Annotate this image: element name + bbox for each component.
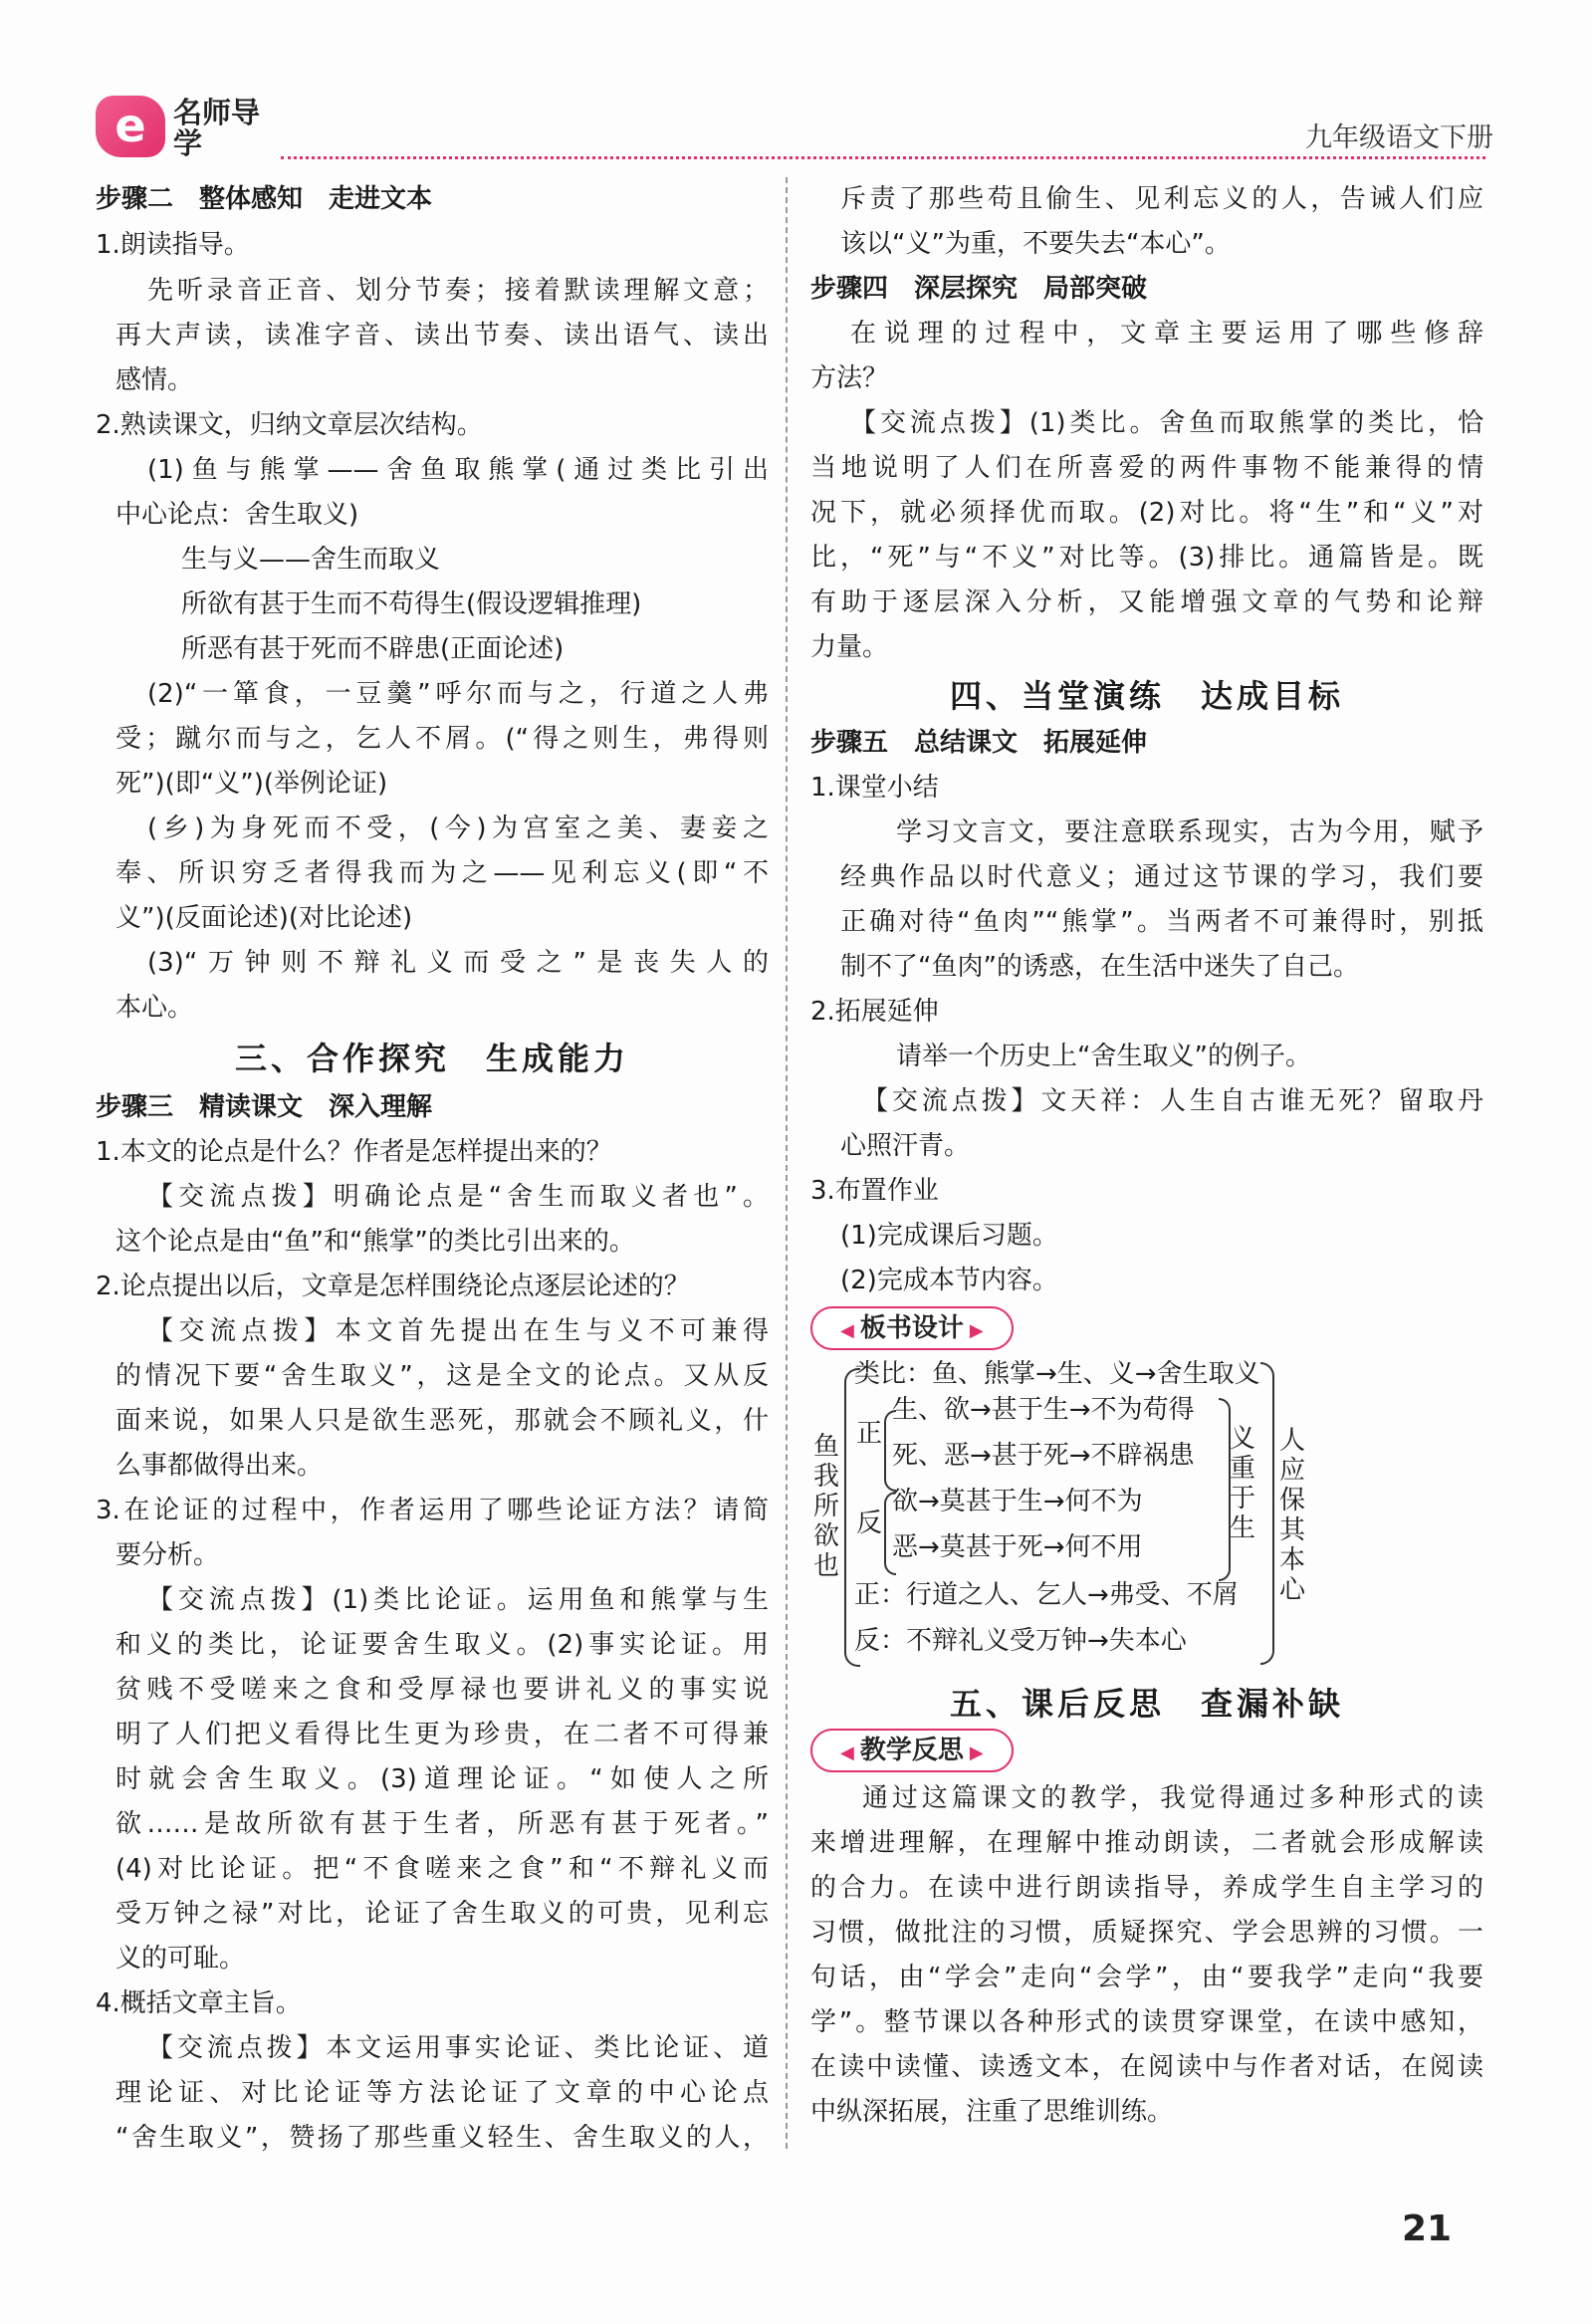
board-design-pill: ◀ 板书设计 ▶: [810, 1306, 1014, 1350]
text-line: 句话，由“学会”走向“会学”，由“要我学”走向“我要: [810, 1963, 1483, 1992]
text-line: (1)鱼与熊掌——舍鱼取熊掌(通过类比引出: [147, 455, 769, 485]
section4-title: 四、当堂演练 达成目标: [949, 677, 1344, 715]
text-line: 中心论点：舍生取义): [115, 500, 359, 530]
text-line: 贫贱不受嗟来之食和受厚禄也要讲礼义的事实说: [115, 1675, 769, 1705]
text-line: 这个论点是由“鱼”和“熊掌”的类比引出来的。: [115, 1227, 635, 1257]
text-line: 来增进理解，在理解中推动朗读，二者就会形成解读: [810, 1828, 1483, 1858]
logo-badge: e: [96, 96, 165, 157]
zheng-label: 正: [856, 1419, 883, 1449]
text-line: 先听录音正音、划分节奏；接着默读理解文意；: [147, 276, 769, 306]
text-line: 在读中读懂、读透文本，在阅读中与作者对话，在阅读: [810, 2052, 1483, 2082]
text-line: 斥责了那些苟且偷生、见利忘义的人，告诫人们应: [840, 184, 1483, 214]
text-line: 义的可耻。: [115, 1944, 246, 1974]
text-line: 理论证、对比论证等方法论证了文章的中心论点: [115, 2078, 769, 2108]
text-line: (乡)为身死而不受，(今)为宫室之美、妻妾之: [147, 813, 769, 843]
text-line: 【交流点拨】(1)类比论证。运用鱼和熊掌与生: [147, 1585, 769, 1615]
text-line: 该以“义”为重，不要失去“本心”。: [840, 229, 1231, 259]
text-line: (4)对比论证。把“不食嗟来之食”和“不辩礼义而: [115, 1854, 769, 1884]
text-line: 正确对待“鱼肉”“熊掌”。当两者不可兼得时，别抵: [840, 907, 1483, 937]
text-line: 1.本文的论点是什么？作者是怎样提出来的？: [96, 1137, 612, 1167]
text-line: 奉、所识穷乏者得我而为之——见利忘义(即“不: [115, 858, 769, 888]
text-line: 本心。: [115, 993, 194, 1023]
board-fan1: 欲→莫甚于生→何不为: [892, 1487, 1143, 1516]
text-line: 2.拓展延伸: [810, 997, 939, 1027]
text-line: (1)完成课后习题。: [840, 1221, 1058, 1251]
text-line: 通过这篇课文的教学，我觉得通过多种形式的读: [862, 1783, 1483, 1813]
board-fan3: 反：不辩礼义受万钟→失本心: [854, 1626, 1187, 1656]
board-design-diagram: [810, 1354, 1328, 1673]
text-line: 受万钟之禄”对比，论证了舍生取义的可贵，见利忘: [115, 1899, 769, 1929]
step2-heading: 步骤二 整体感知 走进文本: [96, 184, 433, 214]
text-line: (2)完成本节内容。: [840, 1266, 1058, 1295]
text-line: 当地说明了人们在所喜爱的两件事物不能兼得的情: [810, 453, 1483, 483]
step5-heading: 步骤五 总结课文 拓展延伸: [810, 728, 1148, 758]
text-line: 3.在论证的过程中，作者运用了哪些论证方法？请简: [96, 1496, 769, 1525]
text-line: 1.朗读指导。: [96, 230, 250, 260]
text-line: 死”)(即“义”)(举例论证): [115, 769, 388, 799]
right-brace: [1260, 1362, 1274, 1665]
text-line: 3.布置作业: [810, 1176, 939, 1206]
board-root: 鱼我所欲也: [812, 1432, 839, 1581]
publisher-logo: [96, 96, 285, 167]
text-line: 4.概括文章主旨。: [96, 1988, 302, 2018]
text-line: 力量。: [810, 632, 889, 662]
section3-title: 三、合作探究 生成能力: [234, 1040, 629, 1077]
text-line: 受；蹴尔而与之，乞人不屑。(“得之则生，弗得则: [115, 724, 769, 754]
text-line: 所恶有甚于死而不辟患(正面论述): [181, 634, 565, 664]
text-line: 生与义——舍生而取义: [181, 545, 441, 575]
text-line: 【交流点拨】本文首先提出在生与义不可兼得: [147, 1316, 769, 1346]
section5-title: 五、课后反思 查漏补缺: [949, 1685, 1344, 1723]
header-dotted-rule: [281, 156, 1485, 159]
text-line: 义”)(反面论述)(对比论述): [115, 903, 413, 933]
board-yi: 义重于生: [1229, 1424, 1255, 1543]
text-line: 再大声读，读准字音、读出节奏、读出语气、读出: [115, 321, 769, 350]
step4-heading: 步骤四 深层探究 局部突破: [810, 274, 1148, 304]
text-line: 【交流点拨】本文运用事实论证、类比论证、道: [147, 2033, 769, 2063]
text-line: 的情况下要“舍生取义”，这是全文的论点。又从反: [115, 1361, 769, 1391]
column-divider: [786, 177, 788, 2149]
board-fan2: 恶→莫甚于死→何不用: [892, 1532, 1143, 1562]
text-line: 要分析。: [115, 1540, 220, 1570]
text-line: 在说理的过程中，文章主要运用了哪些修辞: [850, 319, 1483, 349]
text-line: 请举一个历史上“舍生取义”的例子。: [896, 1042, 1311, 1071]
text-line: 【交流点拨】(1)类比。舍鱼而取熊掌的类比，恰: [850, 408, 1483, 438]
book-title: 九年级语文下册: [1305, 122, 1493, 153]
page-number: 21: [1402, 2208, 1453, 2249]
text-line: 习惯，做批注的习惯，质疑探究、学会思辨的习惯。一: [810, 1918, 1483, 1948]
text-line: (3)“万钟则不辩礼义而受之”是丧失人的: [147, 948, 769, 978]
text-line: 方法？: [810, 363, 889, 393]
text-line: 比，“死”与“不义”对比等。(3)排比。通篇皆是。既: [810, 543, 1483, 573]
board-zheng1: 生、欲→甚于生→不为苟得: [892, 1395, 1195, 1425]
text-line: 有助于逐层深入分析，又能增强文章的气势和论辩: [810, 587, 1483, 617]
text-line: 2.熟读课文，归纳文章层次结构。: [96, 410, 483, 440]
text-line: 【交流点拨】文天祥：人生自古谁无死？留取丹: [862, 1086, 1483, 1116]
board-zheng3: 正：行道之人、乞人→弗受、不屑: [854, 1580, 1239, 1610]
step3-heading: 步骤三 精读课文 深入理解: [96, 1092, 433, 1122]
board-analogy: 类比：鱼、熊掌→生、义→舍生取义: [854, 1359, 1260, 1389]
text-line: 2.论点提出以后，文章是怎样围绕论点逐层论述的？: [96, 1272, 690, 1301]
text-line: 经典作品以时代意义；通过这节课的学习，我们要: [840, 862, 1483, 892]
text-line: “舍生取义”，赞扬了那些重义轻生、舍生取义的人，: [115, 2123, 769, 2153]
text-line: 制不了“鱼肉”的诱惑，在生活中迷失了自己。: [840, 952, 1359, 982]
text-line: 么事都做得出来。: [115, 1451, 324, 1481]
text-line: 中纵深拓展，注重了思维训练。: [810, 2097, 1174, 2127]
logo-text: 名师导学: [173, 96, 261, 160]
text-line: 心照汗青。: [840, 1131, 971, 1161]
text-line: 时就会舍生取义。(3)道理论证。“如使人之所: [115, 1764, 769, 1794]
text-line: 【交流点拨】明确论点是“舍生而取义者也”。: [147, 1182, 769, 1212]
fan-label: 反: [856, 1509, 883, 1538]
text-line: 所欲有甚于生而不苟得生(假设逻辑推理): [181, 589, 642, 619]
board-right-col: 人应保其本心: [1278, 1426, 1305, 1605]
text-line: 感情。: [115, 365, 194, 395]
text-line: 学”。整节课以各种形式的读贯穿课堂，在读中感知，: [810, 2007, 1483, 2037]
reflection-pill: ◀ 教学反思 ▶: [810, 1729, 1014, 1772]
text-line: 1.课堂小结: [810, 773, 939, 803]
text-line: 和义的类比，论证要舍生取义。(2)事实论证。用: [115, 1630, 769, 1660]
text-line: 况下，就必须择优而取。(2)对比。将“生”和“义”对: [810, 498, 1483, 528]
text-line: (2)“一箪食，一豆羹”呼尔而与之，行道之人弗: [147, 679, 769, 709]
text-line: 欲……是故所欲有甚于生者，所恶有甚于死者。”: [115, 1809, 769, 1839]
board-zheng2: 死、恶→甚于死→不辟祸患: [892, 1441, 1195, 1471]
text-line: 面来说，如果人只是欲生恶死，那就会不顾礼义，什: [115, 1406, 769, 1436]
text-line: 学习文言文，要注意联系现实，古为今用，赋予: [896, 817, 1483, 847]
text-line: 明了人们把义看得比生更为珍贵，在二者不可得兼: [115, 1720, 769, 1749]
text-line: 的合力。在读中进行朗读指导，养成学生自主学习的: [810, 1873, 1483, 1903]
